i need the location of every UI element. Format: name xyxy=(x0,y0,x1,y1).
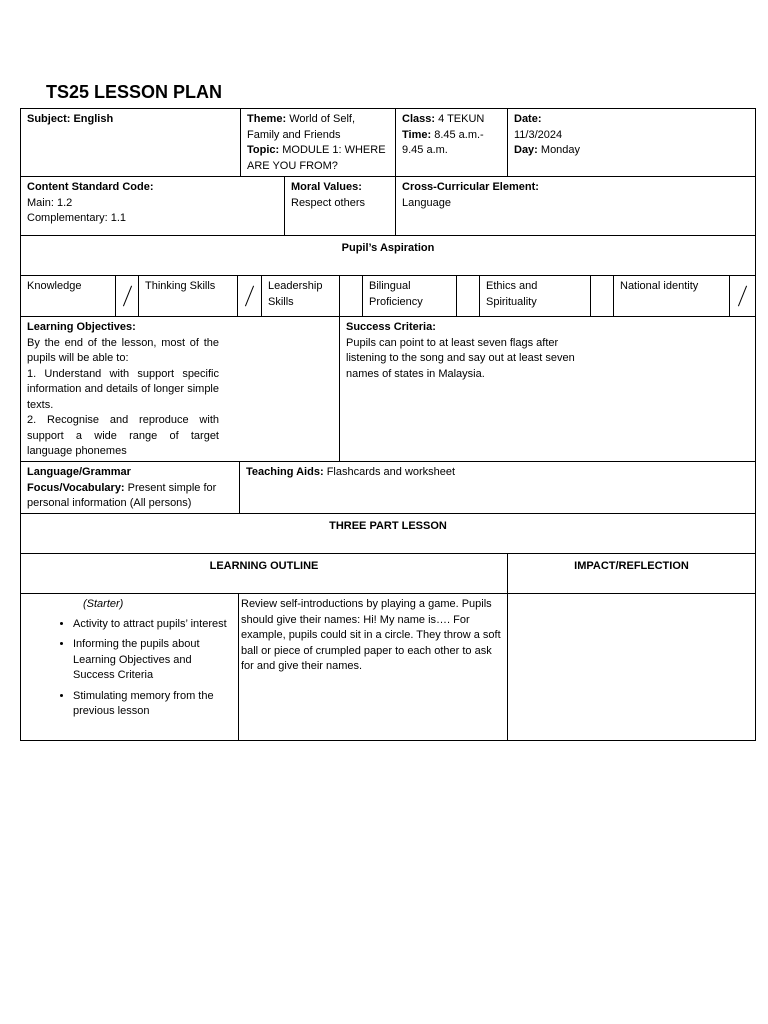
page-title: TS25 LESSON PLAN xyxy=(46,82,223,102)
day-label: Day: xyxy=(514,144,538,156)
impact-reflection-heading: IMPACT/REFLECTION xyxy=(507,553,756,594)
starter-cell xyxy=(20,593,239,741)
topic-label: Topic: xyxy=(247,144,280,156)
aspiration-bilingual xyxy=(362,275,457,317)
teaching-aids-value: Flashcards and worksheet xyxy=(326,466,456,478)
aspiration-label: National identity xyxy=(620,280,699,292)
class-value: 4 TEKUN xyxy=(438,113,485,125)
aspiration-label: Ethics and Spirituality xyxy=(486,280,538,308)
aspiration-label: Leadership Skills xyxy=(268,280,323,308)
subject-label: Subject: xyxy=(27,113,71,125)
starter-bullet: • Informing the pupils about Learning Objectives and Success Criteria xyxy=(73,637,234,684)
learning-outline-heading: LEARNING OUTLINE xyxy=(20,553,508,594)
aspiration-ethics-tick xyxy=(590,275,614,317)
aspiration-knowledge-tick xyxy=(115,275,139,317)
aspiration-label: Bilingual Proficiency xyxy=(369,280,423,308)
teaching-aids-label: Teaching Aids: xyxy=(246,466,324,478)
subject-value: English xyxy=(73,113,114,125)
class-cell xyxy=(395,108,508,177)
success-criteria-text xyxy=(346,320,596,382)
starter-label: (Starter) xyxy=(83,598,124,610)
date-label: Date: xyxy=(514,113,542,125)
cross-curricular-label: Cross-Curricular Element: xyxy=(402,181,539,193)
language-focus-cell xyxy=(20,461,240,514)
teaching-aids-cell xyxy=(239,461,756,514)
success-criteria-value: Pupils can point to at least seven flags after listening to the song and say out at least seven names of states in Malaysia. xyxy=(346,336,575,380)
tick-slash xyxy=(245,286,254,307)
moral-values-label: Moral Values: xyxy=(291,181,362,193)
starter-impact-cell xyxy=(507,593,756,741)
learning-objective-1: 1. Understand with support specific information and details of longer simple texts. xyxy=(27,367,219,411)
time-label: Time: xyxy=(402,128,432,141)
starter-description: Review self-introductions by playing a game. Pupils should give their names: Hi! My name is…. For example, pupils could sit in a circle. They throw a soft ball or piece of crumpled paper to each other to ask for and give their names. xyxy=(241,598,501,672)
focus-vocabulary-label: Focus/Vocabulary: xyxy=(27,481,125,494)
success-criteria-label: Success Criteria: xyxy=(346,321,436,333)
three-part-lesson-heading: THREE PART LESSON xyxy=(20,513,756,554)
theme-value: World of Self, Family and Friends xyxy=(247,113,356,141)
starter-list xyxy=(21,617,234,720)
class-label: Class: xyxy=(402,113,436,125)
theme-cell xyxy=(240,108,396,177)
aspiration-label: Thinking Skills xyxy=(145,280,216,292)
date-value: 11/3/2024 xyxy=(514,128,563,141)
aspiration-leadership xyxy=(261,275,340,317)
aspiration-national xyxy=(613,275,730,317)
time-value: 8.45 a.m.- 9.45 a.m. xyxy=(402,128,484,156)
moral-values-value: Respect others xyxy=(291,196,365,209)
aspiration-knowledge xyxy=(20,275,116,317)
theme-label: Theme: xyxy=(247,113,287,125)
learning-objectives-text xyxy=(27,320,219,460)
language-grammar-label: Language/Grammar xyxy=(27,466,131,478)
starter-bullet: • Activity to attract pupils’ interest xyxy=(73,617,234,633)
aspiration-heading: Pupil’s Aspiration xyxy=(20,235,756,276)
aspiration-leadership-tick xyxy=(339,275,363,317)
content-standard-cell xyxy=(20,176,285,236)
date-cell xyxy=(507,108,756,177)
moral-values-cell xyxy=(284,176,396,236)
aspiration-national-tick xyxy=(729,275,756,317)
cross-curricular-cell xyxy=(395,176,756,236)
main-code: Main: 1.2 xyxy=(27,196,73,209)
topic-value: MODULE 1: WHERE ARE YOU FROM? xyxy=(247,144,386,172)
learning-objectives-label: Learning Objectives: xyxy=(27,321,136,333)
language-focus-value: Present simple for personal information (All persons) xyxy=(27,481,217,509)
aspiration-bilingual-tick xyxy=(456,275,480,317)
starter-bullet: • Stimulating memory from the previous lesson xyxy=(73,689,234,720)
cross-curricular-value: Language xyxy=(402,196,451,209)
success-criteria-cell xyxy=(339,316,756,462)
learning-objective-2: 2. Recognise and reproduce with support a wide range of target language phonemes xyxy=(27,414,219,457)
aspiration-thinking-tick xyxy=(237,275,262,317)
tick-slash xyxy=(123,286,132,307)
aspiration-ethics xyxy=(479,275,591,317)
learning-objectives-cell xyxy=(20,316,340,462)
aspiration-thinking xyxy=(138,275,238,317)
day-value: Monday xyxy=(540,144,581,156)
starter-description-cell xyxy=(238,593,508,741)
tick-slash xyxy=(738,286,747,307)
subject-cell xyxy=(20,108,241,177)
content-standard-label: Content Standard Code: xyxy=(27,181,154,193)
aspiration-label: Knowledge xyxy=(27,280,82,292)
learning-objectives-intro: By the end of the lesson, most of the pupils will be able to: xyxy=(27,336,219,364)
complementary-code: Complementary: 1.1 xyxy=(27,212,127,224)
